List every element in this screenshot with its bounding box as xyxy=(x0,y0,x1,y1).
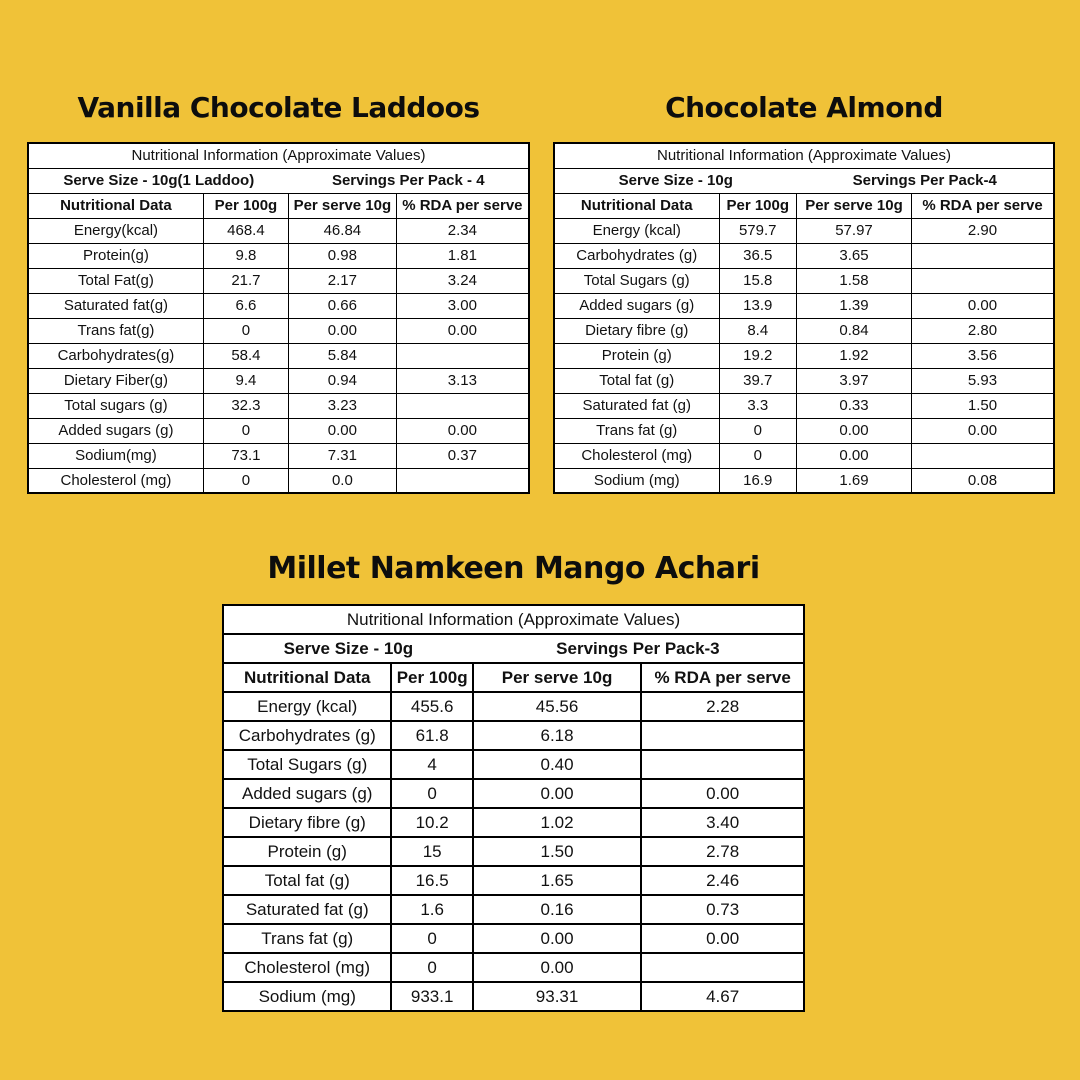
nutrient-value: 0.84 xyxy=(797,318,912,343)
nutrient-value: 16.5 xyxy=(391,866,472,895)
nutrient-value: 3.56 xyxy=(912,343,1055,368)
table-row xyxy=(28,343,529,368)
serve-size-label: Serve Size - 10g xyxy=(223,634,473,663)
nutrient-value xyxy=(396,343,529,368)
nutrient-value: 1.6 xyxy=(391,895,472,924)
nutrient-value: 9.4 xyxy=(203,368,288,393)
table-row xyxy=(28,293,529,318)
nutrient-value: 1.50 xyxy=(912,393,1055,418)
column-header: Nutritional Data xyxy=(28,193,203,218)
nutrient-label: Sodium (mg) xyxy=(223,982,391,1011)
nutrient-label: Dietary fibre (g) xyxy=(554,318,719,343)
nutrient-value: 0 xyxy=(391,953,472,982)
nutrient-value: 0 xyxy=(203,418,288,443)
nutrient-label: Sodium(mg) xyxy=(28,443,203,468)
nutrient-value xyxy=(396,468,529,493)
nutrient-label: Energy (kcal) xyxy=(223,692,391,721)
column-header: % RDA per serve xyxy=(396,193,529,218)
nutrient-label: Saturated fat (g) xyxy=(554,393,719,418)
nutrition-table xyxy=(27,142,530,494)
table-row xyxy=(28,468,529,493)
nutrient-label: Added sugars (g) xyxy=(554,293,719,318)
nutrient-label: Total Fat(g) xyxy=(28,268,203,293)
nutrient-value: 0.0 xyxy=(289,468,397,493)
nutrition-table xyxy=(553,142,1055,494)
table-row xyxy=(554,468,1054,493)
nutrient-value: 579.7 xyxy=(719,218,797,243)
table-row xyxy=(223,634,804,663)
table-info-header: Nutritional Information (Approximate Values) xyxy=(28,143,529,168)
nutrient-value: 32.3 xyxy=(203,393,288,418)
nutrient-label: Protein(g) xyxy=(28,243,203,268)
product-title: Vanilla Chocolate Laddoos xyxy=(77,91,480,124)
table-row xyxy=(554,168,1054,193)
table-row xyxy=(223,605,804,634)
table-row xyxy=(28,168,529,193)
nutrient-value: 3.00 xyxy=(396,293,529,318)
nutrient-value: 3.24 xyxy=(396,268,529,293)
nutrient-label: Saturated fat(g) xyxy=(28,293,203,318)
nutrient-value xyxy=(912,443,1055,468)
nutrient-label: Added sugars (g) xyxy=(223,779,391,808)
nutrient-value: 5.84 xyxy=(289,343,397,368)
table-row xyxy=(223,721,804,750)
nutrient-label: Total sugars (g) xyxy=(28,393,203,418)
nutrient-label: Energy (kcal) xyxy=(554,218,719,243)
nutrient-value: 0 xyxy=(719,418,797,443)
nutrient-value: 3.23 xyxy=(289,393,397,418)
table-header-row xyxy=(554,193,1054,218)
table-row xyxy=(223,924,804,953)
nutrient-value: 0.66 xyxy=(289,293,397,318)
nutrient-value: 21.7 xyxy=(203,268,288,293)
nutrient-value: 8.4 xyxy=(719,318,797,343)
nutrient-label: Dietary Fiber(g) xyxy=(28,368,203,393)
nutrition-card-chocolate-almond xyxy=(553,90,1055,494)
nutrient-value: 2.80 xyxy=(912,318,1055,343)
nutrient-value: 0.94 xyxy=(289,368,397,393)
nutrient-value: 2.78 xyxy=(641,837,804,866)
nutrient-value: 45.56 xyxy=(473,692,641,721)
table-row xyxy=(554,293,1054,318)
nutrient-value: 93.31 xyxy=(473,982,641,1011)
nutrient-value: 16.9 xyxy=(719,468,797,493)
table-row xyxy=(223,779,804,808)
nutrient-value: 0.08 xyxy=(912,468,1055,493)
nutrient-value: 15 xyxy=(391,837,472,866)
table-row xyxy=(223,750,804,779)
nutrient-value: 0 xyxy=(391,779,472,808)
nutrient-value: 0.33 xyxy=(797,393,912,418)
nutrient-label: Total fat (g) xyxy=(223,866,391,895)
nutrient-label: Sodium (mg) xyxy=(554,468,719,493)
nutrient-value: 0.00 xyxy=(396,318,529,343)
table-info-header: Nutritional Information (Approximate Values) xyxy=(223,605,804,634)
column-header: Nutritional Data xyxy=(554,193,719,218)
nutrient-value: 0.00 xyxy=(289,318,397,343)
nutrient-value: 0.00 xyxy=(641,779,804,808)
nutrient-value: 57.97 xyxy=(797,218,912,243)
nutrient-value: 0.00 xyxy=(912,293,1055,318)
nutrient-label: Total Sugars (g) xyxy=(554,268,719,293)
nutrient-value: 2.28 xyxy=(641,692,804,721)
nutrient-value xyxy=(641,721,804,750)
column-header: Per serve 10g xyxy=(289,193,397,218)
column-header: Per serve 10g xyxy=(473,663,641,692)
nutrient-value: 3.3 xyxy=(719,393,797,418)
table-row xyxy=(223,953,804,982)
nutrient-value: 5.93 xyxy=(912,368,1055,393)
nutrient-value: 0.00 xyxy=(473,924,641,953)
nutrient-label: Trans fat(g) xyxy=(28,318,203,343)
table-row xyxy=(554,368,1054,393)
nutrient-value xyxy=(396,393,529,418)
nutrient-label: Trans fat (g) xyxy=(554,418,719,443)
nutrient-value: 0.00 xyxy=(473,779,641,808)
nutrition-table xyxy=(222,604,805,1012)
nutrient-value: 9.8 xyxy=(203,243,288,268)
table-row xyxy=(554,318,1054,343)
serve-size-label: Serve Size - 10g xyxy=(554,168,797,193)
nutrient-value: 1.02 xyxy=(473,808,641,837)
table-row xyxy=(28,243,529,268)
nutrient-value: 7.31 xyxy=(289,443,397,468)
nutrient-value: 58.4 xyxy=(203,343,288,368)
nutrient-value: 15.8 xyxy=(719,268,797,293)
nutrient-label: Added sugars (g) xyxy=(28,418,203,443)
nutrient-value: 61.8 xyxy=(391,721,472,750)
nutrient-value: 0.00 xyxy=(396,418,529,443)
nutrient-value: 0.73 xyxy=(641,895,804,924)
nutrient-value: 1.50 xyxy=(473,837,641,866)
nutrient-value: 1.92 xyxy=(797,343,912,368)
nutrient-value: 3.65 xyxy=(797,243,912,268)
nutrient-label: Carbohydrates(g) xyxy=(28,343,203,368)
nutrient-value: 0.00 xyxy=(641,924,804,953)
table-row xyxy=(223,982,804,1011)
nutrient-value xyxy=(641,750,804,779)
table-row xyxy=(554,443,1054,468)
nutrient-value: 39.7 xyxy=(719,368,797,393)
nutrient-value: 1.39 xyxy=(797,293,912,318)
nutrient-value: 6.6 xyxy=(203,293,288,318)
nutrient-value: 455.6 xyxy=(391,692,472,721)
nutrient-value: 0.00 xyxy=(289,418,397,443)
table-row xyxy=(223,895,804,924)
column-header: % RDA per serve xyxy=(912,193,1055,218)
nutrition-card-millet-namkeen-mango-achari xyxy=(222,549,805,1012)
nutrient-value: 13.9 xyxy=(719,293,797,318)
nutrient-value xyxy=(641,953,804,982)
table-row xyxy=(28,218,529,243)
nutrient-value: 4.67 xyxy=(641,982,804,1011)
table-row xyxy=(554,343,1054,368)
nutrient-label: Cholesterol (mg) xyxy=(554,443,719,468)
table-row xyxy=(223,866,804,895)
nutrient-value: 19.2 xyxy=(719,343,797,368)
table-row xyxy=(28,268,529,293)
column-header: Nutritional Data xyxy=(223,663,391,692)
nutrient-value xyxy=(912,243,1055,268)
nutrient-value: 6.18 xyxy=(473,721,641,750)
nutrient-label: Cholesterol (mg) xyxy=(223,953,391,982)
table-row xyxy=(28,393,529,418)
table-row xyxy=(28,143,529,168)
nutrient-value: 468.4 xyxy=(203,218,288,243)
nutrient-label: Trans fat (g) xyxy=(223,924,391,953)
nutrient-value: 36.5 xyxy=(719,243,797,268)
table-row xyxy=(554,268,1054,293)
nutrient-value: 0.00 xyxy=(912,418,1055,443)
nutrient-value: 1.69 xyxy=(797,468,912,493)
nutrient-value: 1.58 xyxy=(797,268,912,293)
nutrient-label: Carbohydrates (g) xyxy=(223,721,391,750)
table-row xyxy=(28,443,529,468)
column-header: % RDA per serve xyxy=(641,663,804,692)
nutrient-value: 73.1 xyxy=(203,443,288,468)
nutrient-label: Total fat (g) xyxy=(554,368,719,393)
nutrient-label: Saturated fat (g) xyxy=(223,895,391,924)
nutrient-value xyxy=(912,268,1055,293)
servings-per-pack-label: Servings Per Pack-3 xyxy=(473,634,804,663)
column-header: Per 100g xyxy=(719,193,797,218)
nutrient-value: 0.40 xyxy=(473,750,641,779)
table-row xyxy=(223,692,804,721)
nutrient-label: Carbohydrates (g) xyxy=(554,243,719,268)
table-row xyxy=(554,218,1054,243)
table-row xyxy=(223,837,804,866)
nutrient-value: 3.40 xyxy=(641,808,804,837)
nutrient-value: 933.1 xyxy=(391,982,472,1011)
nutrient-value: 0 xyxy=(203,318,288,343)
nutrition-card-vanilla-chocolate-laddoos xyxy=(27,90,530,494)
nutrient-label: Protein (g) xyxy=(223,837,391,866)
nutrient-value: 10.2 xyxy=(391,808,472,837)
nutrient-label: Energy(kcal) xyxy=(28,218,203,243)
table-info-header: Nutritional Information (Approximate Values) xyxy=(554,143,1054,168)
nutrient-value: 1.81 xyxy=(396,243,529,268)
nutrient-value: 3.13 xyxy=(396,368,529,393)
nutrient-value: 0.00 xyxy=(797,443,912,468)
nutrient-value: 0.98 xyxy=(289,243,397,268)
nutrient-value: 0 xyxy=(391,924,472,953)
nutrient-value: 2.90 xyxy=(912,218,1055,243)
nutrient-value: 0.16 xyxy=(473,895,641,924)
nutrient-label: Dietary fibre (g) xyxy=(223,808,391,837)
nutrient-value: 0.37 xyxy=(396,443,529,468)
servings-per-pack-label: Servings Per Pack - 4 xyxy=(289,168,529,193)
product-title: Millet Namkeen Mango Achari xyxy=(267,551,760,586)
table-header-row xyxy=(223,663,804,692)
table-row xyxy=(28,368,529,393)
nutrient-value: 3.97 xyxy=(797,368,912,393)
product-title: Chocolate Almond xyxy=(665,91,943,124)
nutrient-value: 0 xyxy=(203,468,288,493)
table-header-row xyxy=(28,193,529,218)
nutrient-label: Protein (g) xyxy=(554,343,719,368)
nutrient-value: 0 xyxy=(719,443,797,468)
table-row xyxy=(28,418,529,443)
nutrient-value: 4 xyxy=(391,750,472,779)
nutrient-value: 0.00 xyxy=(473,953,641,982)
table-row xyxy=(223,808,804,837)
servings-per-pack-label: Servings Per Pack-4 xyxy=(797,168,1055,193)
nutrient-value: 2.17 xyxy=(289,268,397,293)
nutrient-value: 2.34 xyxy=(396,218,529,243)
nutrient-value: 1.65 xyxy=(473,866,641,895)
nutrient-value: 0.00 xyxy=(797,418,912,443)
serve-size-label: Serve Size - 10g(1 Laddoo) xyxy=(28,168,289,193)
nutrient-label: Total Sugars (g) xyxy=(223,750,391,779)
nutrient-value: 2.46 xyxy=(641,866,804,895)
table-row xyxy=(554,243,1054,268)
column-header: Per 100g xyxy=(203,193,288,218)
table-row xyxy=(554,418,1054,443)
column-header: Per serve 10g xyxy=(797,193,912,218)
column-header: Per 100g xyxy=(391,663,472,692)
table-row xyxy=(28,318,529,343)
table-row xyxy=(554,393,1054,418)
nutrient-value: 46.84 xyxy=(289,218,397,243)
table-row xyxy=(554,143,1054,168)
nutrient-label: Cholesterol (mg) xyxy=(28,468,203,493)
